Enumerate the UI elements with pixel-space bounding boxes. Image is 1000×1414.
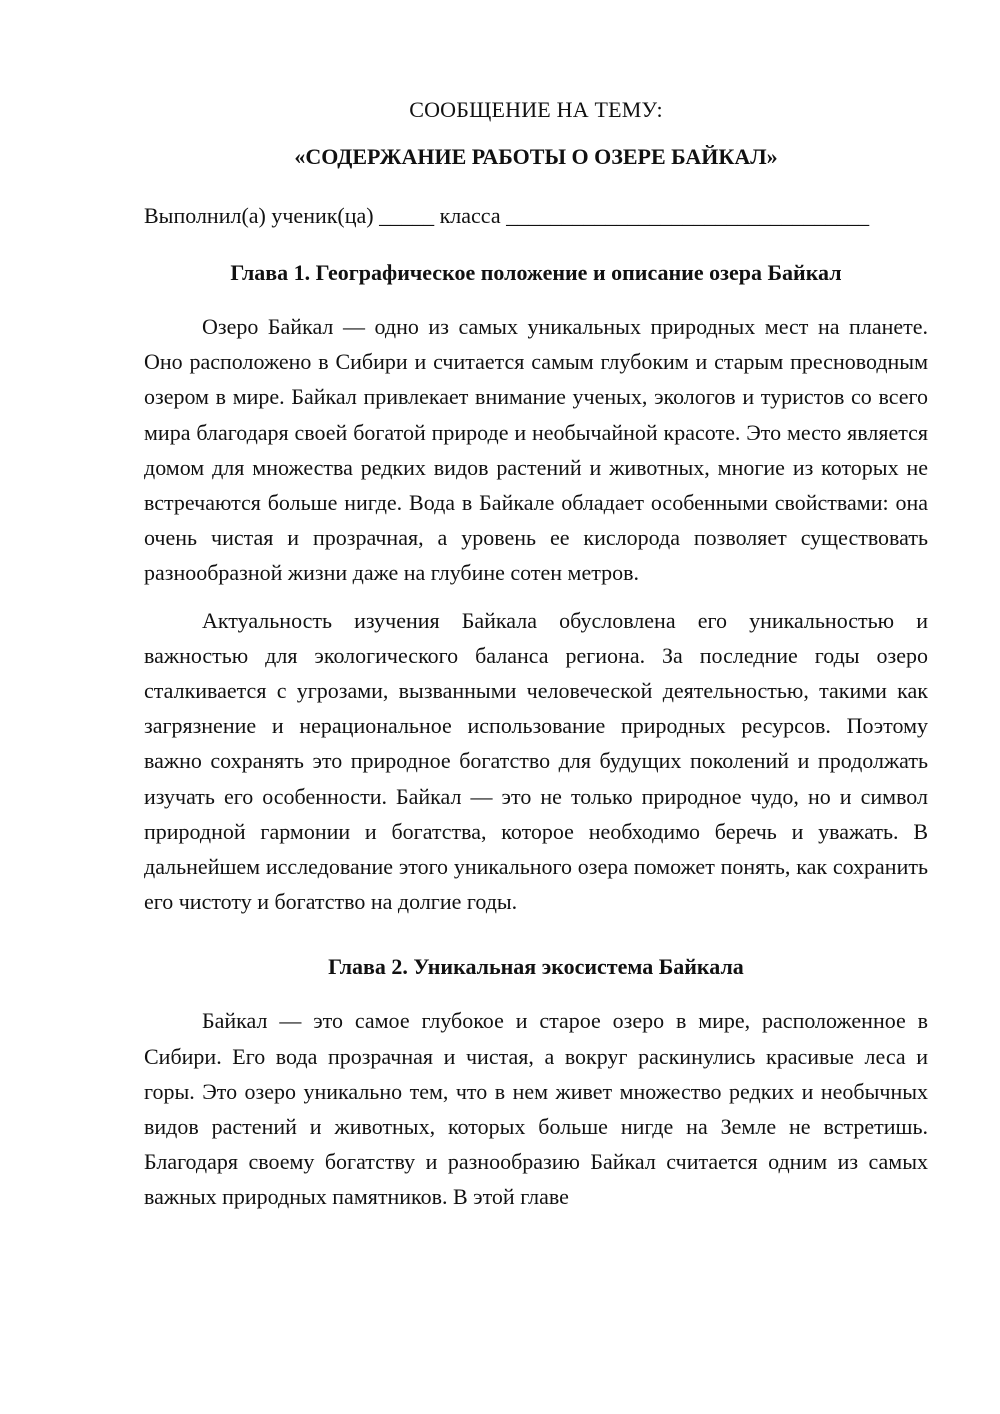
chapter-1-paragraph-1: Озеро Байкал — одно из самых уникальных природных мест на планете. Оно расположено в Сибири и считается самым глубоким и старым пресноводным озером в мире. Байкал привлекает внимание ученых, экологов и туристов со всего мира благодаря своей богатой природе и необычайной красоте. Это место является домом для множества редких видов растений и животных, многие из которых не встречаются больше нигде. Вода в Байкале обладает особенными свойствами: она очень чистая и прозрачная, а уровень ее кислорода позволяет существовать разнообразной жизни даже на глубине сотен метров.	[144, 314, 928, 586]
chapter-2-title: Глава 2. Уникальная экосистема Байкала	[328, 954, 744, 980]
chapter-1-paragraph-2: Актуальность изучения Байкала обусловлена его уникальностью и важностью для экологического баланса региона. За последние годы озеро сталкивается с угрозами, вызванными человеческой деятельностью, такими как загрязнение и нерациональное использование природных ресурсов. Поэтому важно сохранять это природное богатство для будущих поколений и продолжать изучать его особенности. Байкал — это не только природное чудо, но и символ природной гармонии и богатства, которое необходимо беречь и уважать. В дальнейшем исследование этого уникального озера поможет понять, как сохранить его чистоту и богатство на долгие годы.	[144, 607, 928, 915]
document-page	[144, 92, 928, 1215]
chapter-2-paragraph-1: Байкал — это самое глубокое и старое озеро в мире, расположенное в Сибири. Его вода прозрачная и чистая, а вокруг раскинулись красивые леса и горы. Это озеро уникально тем, что в нем живет множество редких и необычных видов растений и животных, которых больше нигде на Земле не встретишь. Благодаря своему богатству и разнообразию Байкал считается одним из самых важных природных памятников. В этой главе	[144, 1008, 928, 1210]
chapter-1-title: Глава 1. Географическое положение и описание озера Байкал	[230, 260, 842, 285]
document-title: «СОДЕРЖАНИЕ РАБОТЫ О ОЗЕРЕ БАЙКАЛ»	[294, 144, 778, 169]
document-heading-topic: СООБЩЕНИЕ НА ТЕМУ:	[409, 97, 663, 122]
author-line: Выполнил(а) ученик(ца) _____ класса _________________________________	[144, 203, 870, 228]
